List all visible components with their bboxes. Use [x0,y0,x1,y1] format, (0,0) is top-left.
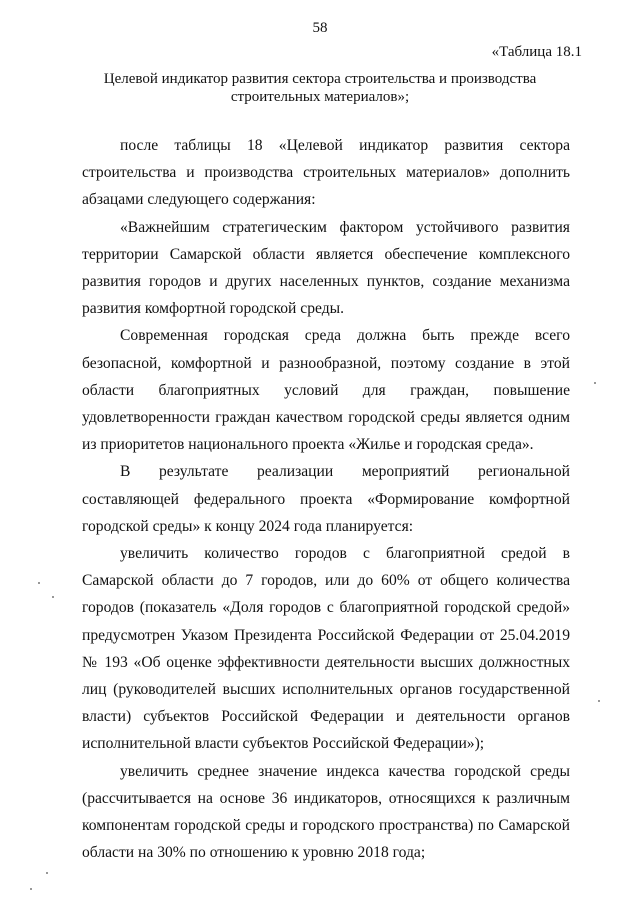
scan-speck [38,582,40,584]
scan-speck [46,872,48,874]
paragraph-increase-index: увеличить среднее значение индекса качества городской среды (рассчитывается на основе 36 индикаторов, относящихся к различным компонентам городской среды и городского пространства) по Самарской области на 30% по отношению к уровню 2018 года; [82,762,570,862]
paragraph-strategic-factor: «Важнейшим стратегическим фактором устойчивого развития территории Самарской области является обеспечение комплексного развития городов и других населенных пунктов, создание механизма развития комфортной городской среды. [82,218,570,318]
paragraph-increase-cities: увеличить количество городов с благоприятной средой в Самарской области до 7 городов, или до 60% от общего количества городов (показатель «Доля городов с благоприятной городской средой» предусмотрен Указом Президента Российской Федерации от 25.04.2019 № 193 «Об оценке эффективности деятельности высших должностных лиц (руководителей высших исполнительных органов государственной власти) субъектов Российской Федерации и деятельности органов исполнительной власти субъектов Российской Федерации»); [82,545,570,753]
scan-speck [598,700,600,702]
table-title [80,70,560,106]
body-text [82,132,570,866]
table-title-line: Целевой индикатор развития сектора строительства и производства [103,71,537,87]
scan-speck [30,888,32,890]
table-title-line: строительных материалов»; [230,89,410,105]
table-reference: «Таблица 18.1 [491,44,582,60]
paragraph-urban-environment: Современная городская среда должна быть прежде всего безопасной, комфортной и разнообразной, поэтому создание в этой области благоприятных условий для граждан, повышение удовлетворенности граждан качеством городской среды является одним из приоритетов национального проекта «Жилье и городская среда». [82,327,570,454]
paragraph-results-plan: В результате реализации мероприятий региональной составляющей федерального проекта «Формирование комфортной городской среды» к концу 2024 года планируется: [82,463,570,535]
scan-speck [52,596,54,598]
page-number: 58 [312,20,328,36]
paragraph-intro: после таблицы 18 «Целевой индикатор развития сектора строительства и производства строительных материалов» дополнить абзацами следующего содержания: [82,137,570,209]
scan-speck [594,382,596,384]
